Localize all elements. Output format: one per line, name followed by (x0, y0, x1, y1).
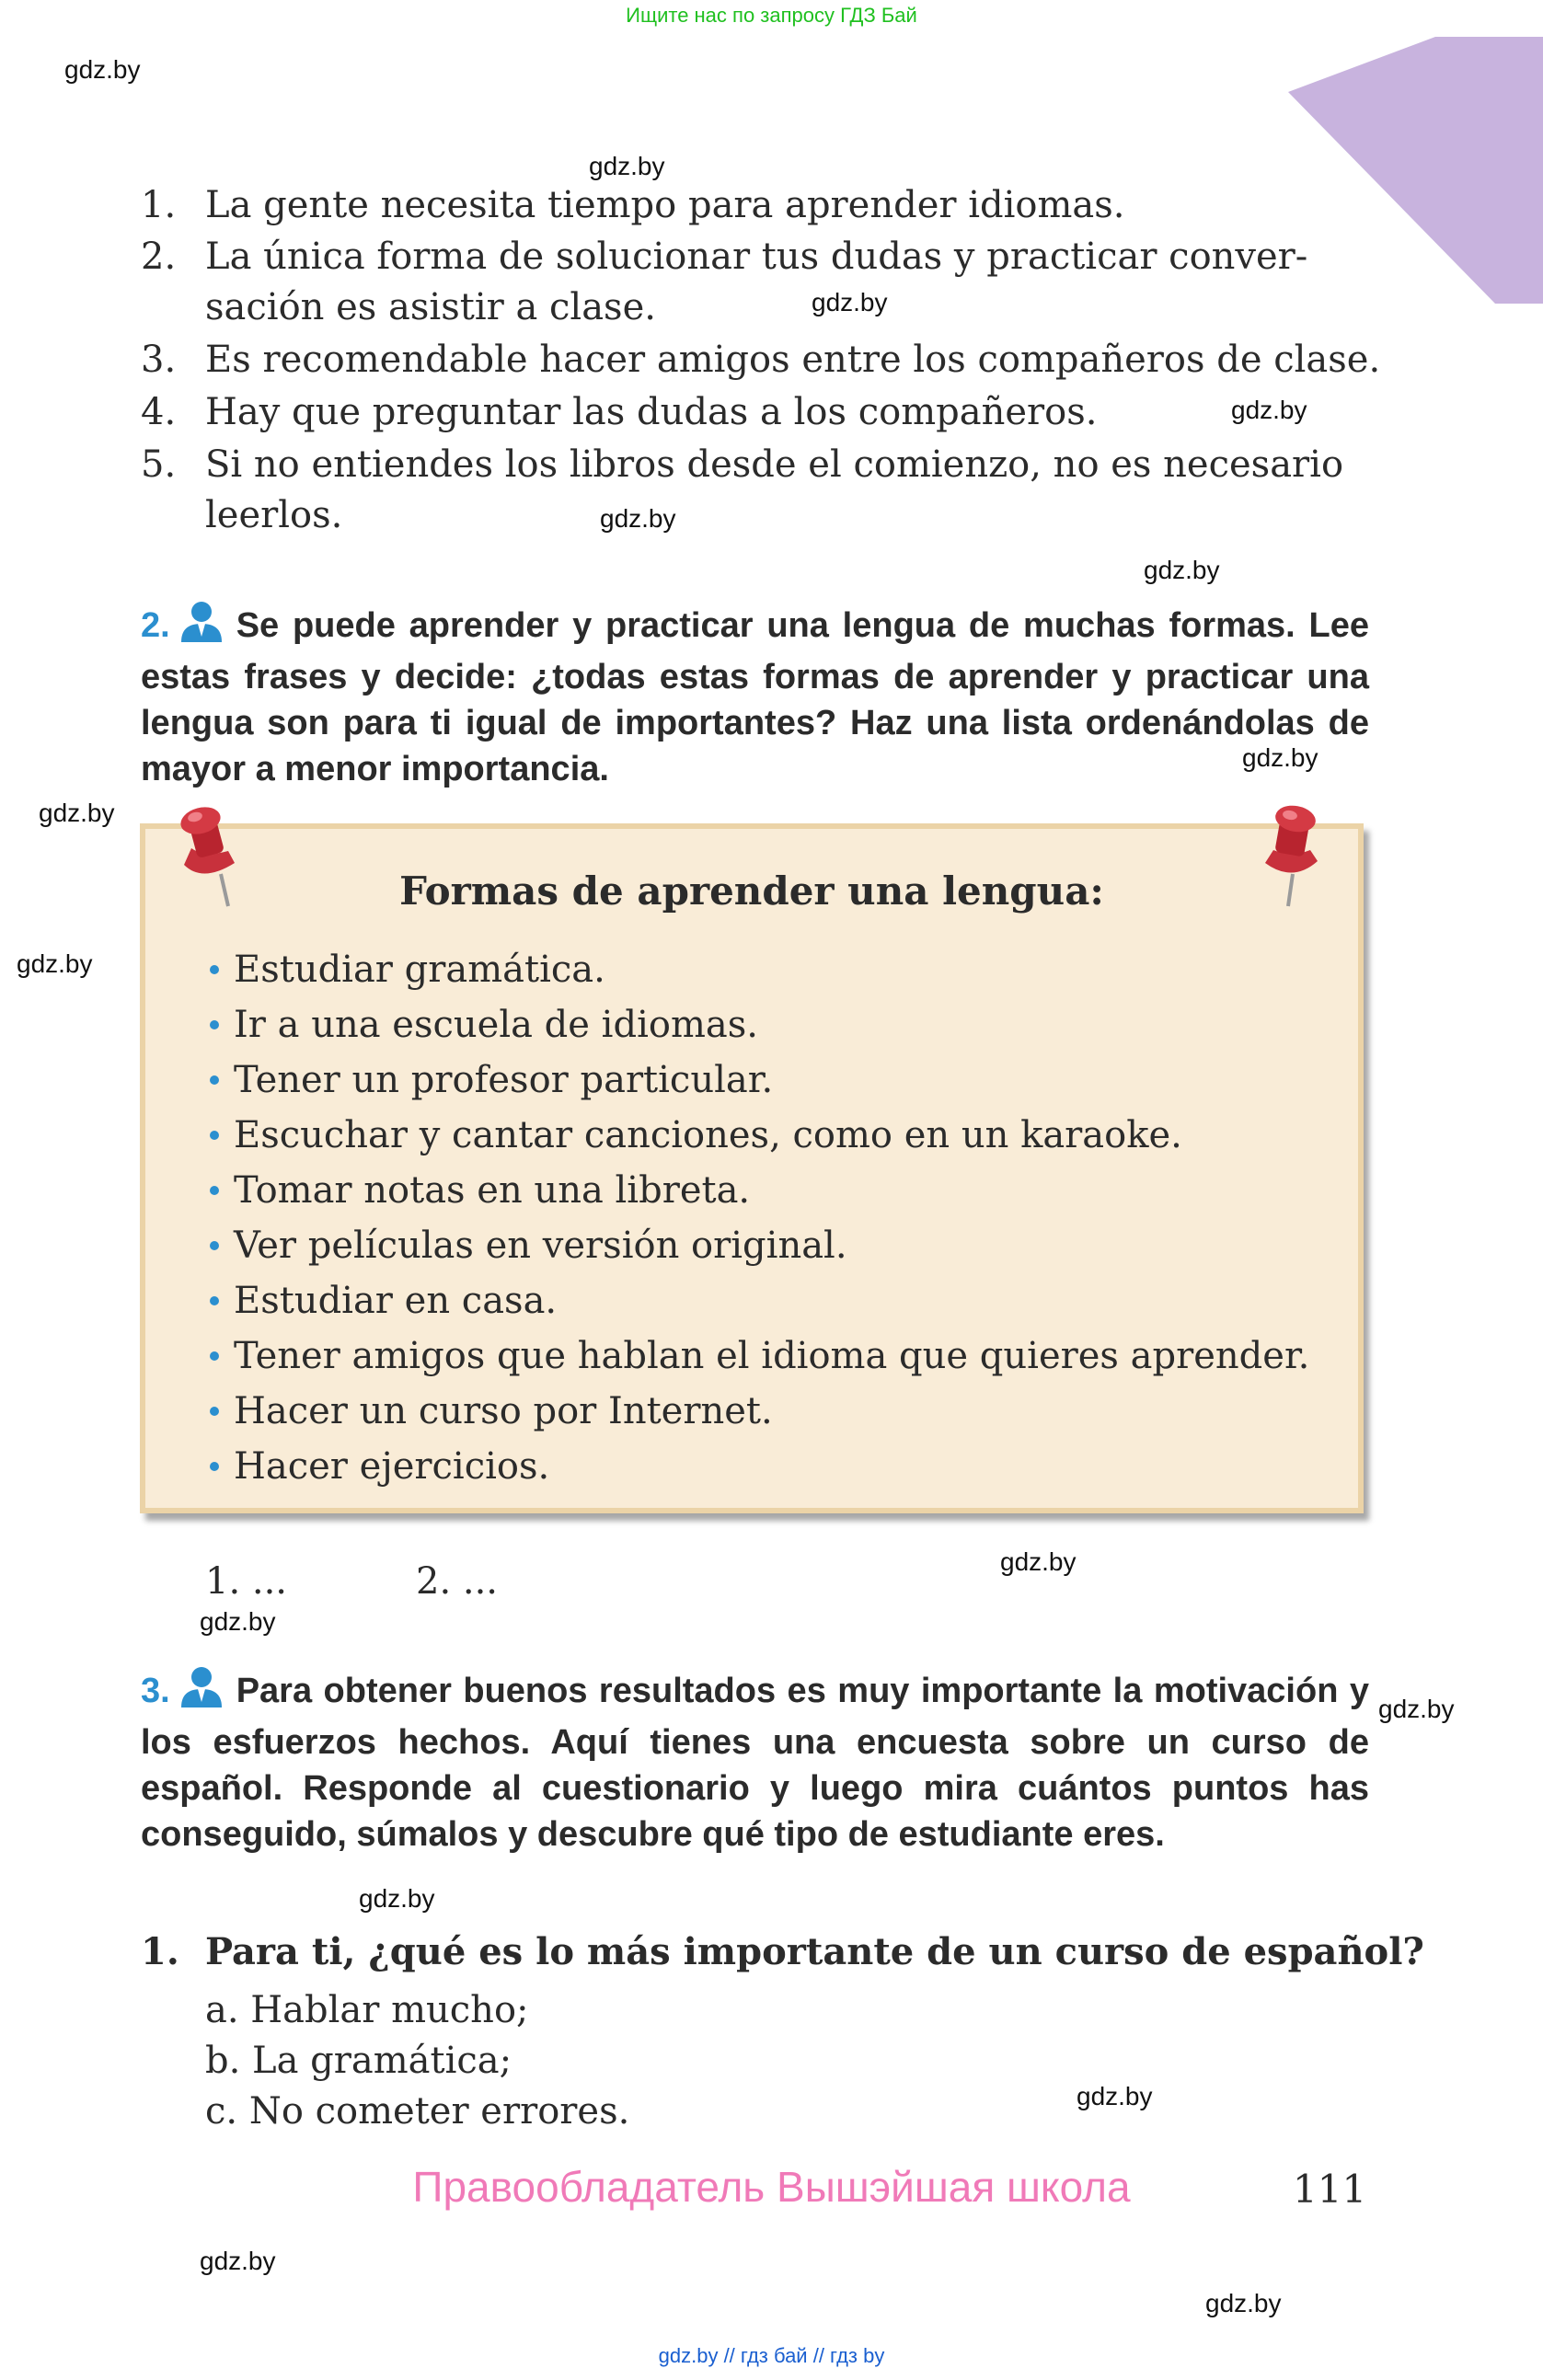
watermark: gdz.by (359, 1884, 435, 1913)
list-item-text: Tener amigos que hablan el idioma que quieres aprender. (234, 1335, 1310, 1377)
watermark: gdz.by (39, 799, 115, 827)
list-item-number: 4. (141, 391, 177, 433)
watermark: gdz.by (1242, 743, 1318, 772)
list-item-text: Ir a una escuela de idiomas. (234, 1004, 758, 1046)
list-item-text: Tomar notas en una libreta. (234, 1169, 751, 1212)
bullet-icon (210, 1075, 219, 1085)
bullet-icon (210, 1186, 219, 1195)
list-item-text: Estudiar en casa. (234, 1280, 558, 1322)
list-item-number: 3. (141, 339, 177, 381)
question-option: c. No cometer errores. (205, 2090, 630, 2133)
task-text: Se puede aprender y practicar una lengua de muchas formas. Lee estas frases y decide: ¿todas estas formas de aprender y practicar una lengua son para ti igual de importantes? Haz una lista ordenándolas de mayor a menor importancia. (141, 606, 1369, 788)
copyright-notice: Правообладатель Вышэйшая школа (412, 2163, 1131, 2211)
list-item-number: 1. (141, 184, 177, 226)
list-item (210, 1004, 758, 1046)
watermark: gdz.by (1144, 556, 1220, 584)
list-item-text: Estudiar gramática. (234, 949, 605, 991)
person-icon (179, 600, 224, 654)
corner-decoration (1288, 37, 1543, 304)
list-item-text: Hacer ejercicios. (234, 1445, 550, 1488)
watermark: gdz.by (812, 288, 888, 316)
watermark: gdz.by (17, 949, 93, 978)
list-item-text: Tener un profesor particular. (234, 1059, 774, 1101)
person-icon (179, 1665, 224, 1719)
learning-methods-box (140, 823, 1364, 1513)
list-item-text: Escuchar y cantar canciones, como en un karaoke. (234, 1114, 1182, 1156)
list-item (210, 1059, 773, 1101)
list-item (210, 1114, 1182, 1156)
push-pin-icon (166, 800, 248, 911)
list-item-text: Ver películas en versión original. (234, 1224, 847, 1267)
answer-placeholder: 1. ... (205, 1560, 288, 1603)
list-item (210, 1445, 549, 1488)
list-item (210, 1224, 847, 1267)
list-item (210, 1335, 1309, 1377)
bullet-icon (210, 1407, 219, 1416)
bullet-icon (210, 1020, 219, 1029)
watermark: gdz.by (1378, 1695, 1455, 1723)
list-item-text: La única forma de solucionar tus dudas y practicar conver- (205, 236, 1308, 278)
watermark: gdz.by (64, 55, 141, 84)
watermark: gdz.by (200, 2247, 276, 2275)
list-item-number: 5. (141, 443, 177, 486)
task-number: 2. (141, 606, 170, 645)
box-title: Formas de aprender una lengua: (399, 868, 1104, 914)
watermark: gdz.by (1000, 1547, 1077, 1576)
task-number: 3. (141, 1672, 170, 1710)
footer-links[interactable]: gdz.by // гдз бай // гдз by (658, 2344, 885, 2367)
list-item (210, 1280, 557, 1322)
list-item-text: Hacer un curso por Internet. (234, 1390, 773, 1432)
bullet-icon (210, 1131, 219, 1140)
bullet-icon (210, 1462, 219, 1471)
question-text: Para ti, ¿qué es lo más importante de un curso de español? (205, 1930, 1424, 1973)
question-option: b. La gramática; (205, 2040, 512, 2082)
list-item-text: Si no entiendes los libros desde el comienzo, no es necesario (205, 443, 1344, 486)
task-3-instruction (141, 1665, 1369, 1857)
bullet-icon (210, 1241, 219, 1250)
list-item-text: Es recomendable hacer amigos entre los compañeros de clase. (205, 339, 1381, 381)
bullet-icon (210, 965, 219, 974)
list-item (210, 949, 605, 991)
question-option: a. Hablar mucho; (205, 1989, 529, 2031)
watermark: gdz.by (200, 1607, 276, 1636)
list-item (210, 1390, 773, 1432)
list-item-text: sación es asistir a clase. (205, 286, 656, 328)
bullet-icon (210, 1296, 219, 1305)
list-item-number: 2. (141, 236, 177, 278)
page-number: 111 (1293, 2167, 1367, 2212)
task-text: Para obtener buenos resultados es muy importante la motivación y los esfuerzos hechos. Aquí tienes una encuesta sobre un curso de español. Responde al cuestionario y luego mira cuántos puntos has conseguido, súmalos y descubre qué tipo de estudiante eres. (141, 1672, 1369, 1854)
list-item-text: La gente necesita tiempo para aprender idiomas. (205, 184, 1125, 226)
watermark: gdz.by (589, 152, 665, 180)
top-banner[interactable]: Ищите нас по запросу ГДЗ Бай (626, 4, 917, 27)
list-item-text: leerlos. (205, 494, 343, 536)
list-item-text: Hay que preguntar las dudas a los compañeros. (205, 391, 1098, 433)
answer-placeholder: 2. ... (416, 1560, 499, 1603)
watermark: gdz.by (1077, 2082, 1153, 2110)
watermark: gdz.by (1231, 396, 1307, 424)
push-pin-icon (1251, 800, 1334, 911)
bullet-icon (210, 1351, 219, 1361)
list-item (210, 1169, 750, 1212)
watermark: gdz.by (1205, 2289, 1282, 2317)
question-number: 1. (141, 1930, 179, 1973)
task-2-instruction (141, 600, 1369, 792)
watermark: gdz.by (600, 504, 676, 533)
